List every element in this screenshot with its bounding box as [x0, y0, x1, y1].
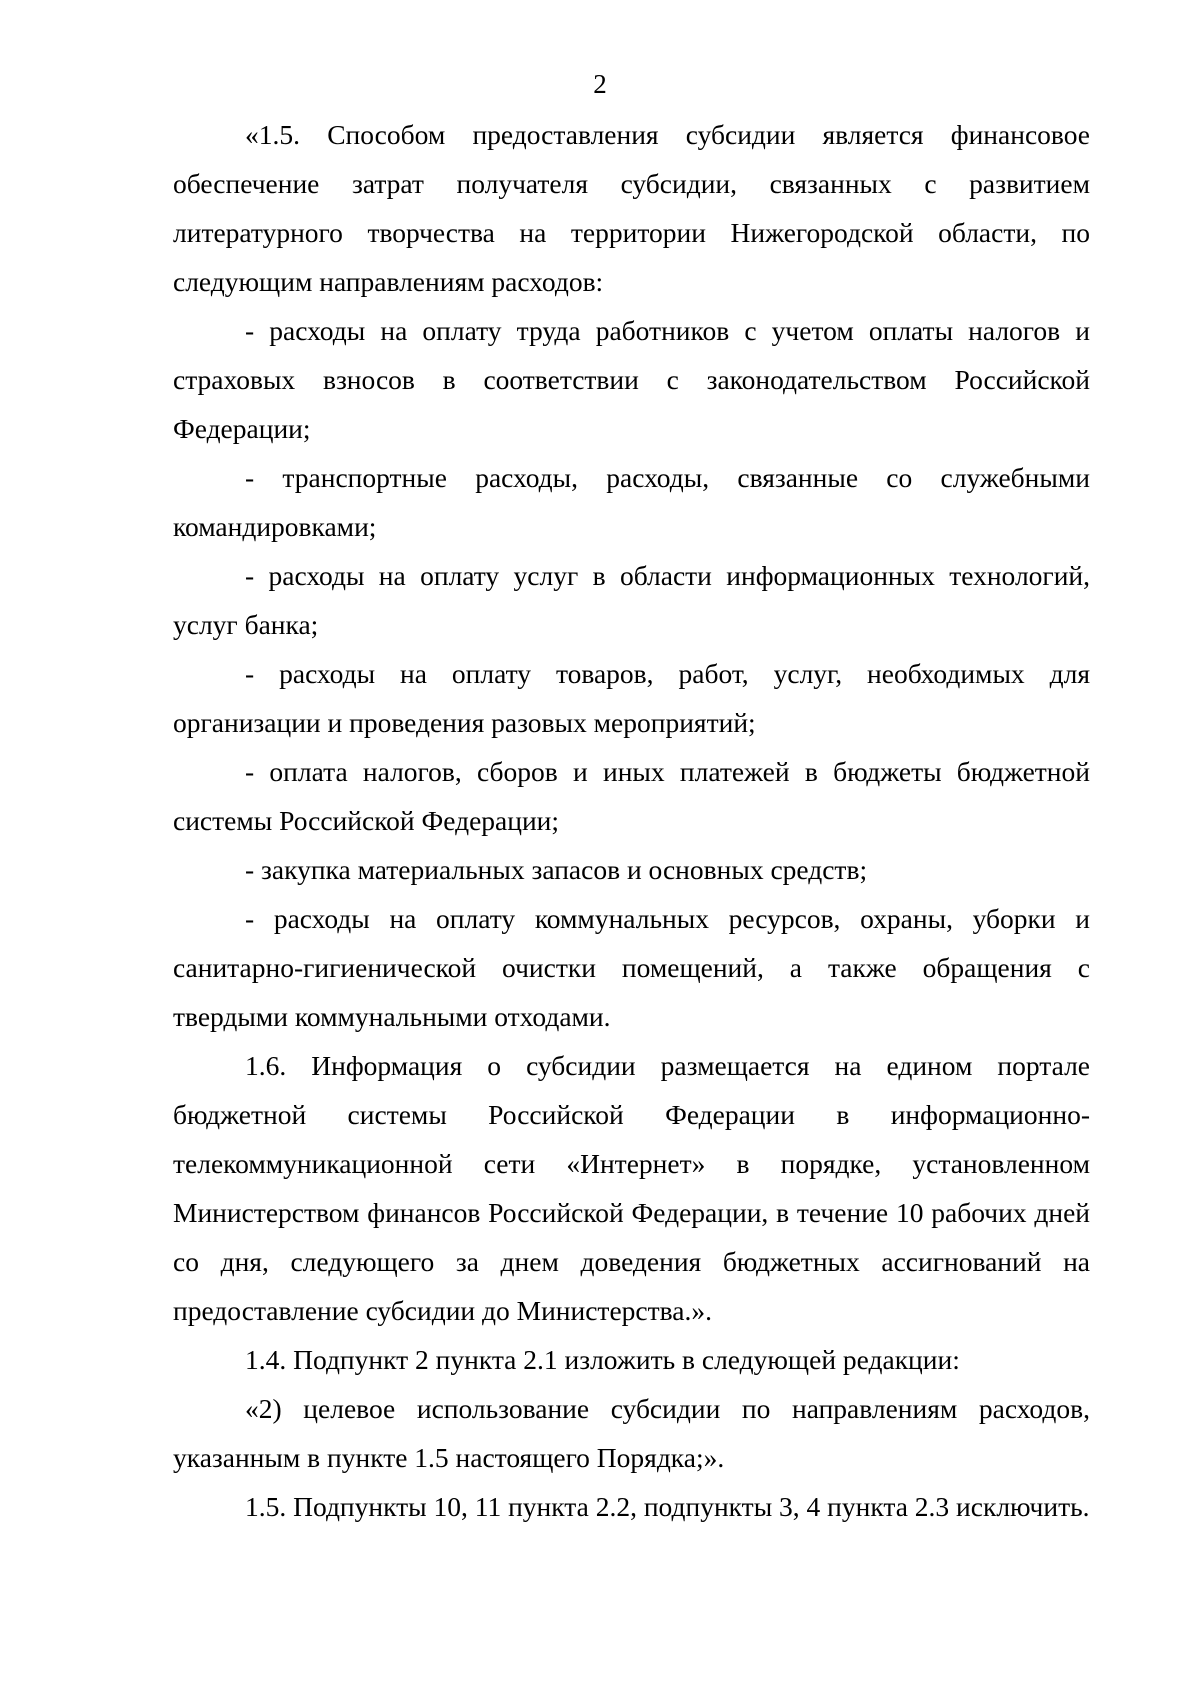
document-body: [173, 110, 1090, 1531]
paragraph-item-taxes: - оплата налогов, сборов и иных платежей в бюджеты бюджетной системы Российской Федерации;: [173, 756, 1090, 836]
paragraph-1-4-amendment: 1.4. Подпункт 2 пункта 2.1 изложить в следующей редакции:: [245, 1344, 960, 1375]
paragraph-subitem-2: «2) целевое использование субсидии по направлениям расходов, указанным в пункте 1.5 настоящего Порядка;».: [173, 1393, 1090, 1473]
page-number: 2: [593, 69, 607, 99]
paragraph-1-5-intro: «1.5. Способом предоставления субсидии является финансовое обеспечение затрат получателя субсидии, связанных с развитием литературного творчества на территории Нижегородской области, по следующим направлениям расходов:: [173, 119, 1090, 297]
paragraph-item-labor: - расходы на оплату труда работников с учетом оплаты налогов и страховых взносов в соответствии с законодательством Российской Федерации;: [173, 315, 1090, 444]
paragraph-item-events: - расходы на оплату товаров, работ, услуг, необходимых для организации и проведения разовых мероприятий;: [173, 658, 1090, 738]
paragraph-1-5-exclusion: 1.5. Подпункты 10, 11 пункта 2.2, подпункты 3, 4 пункта 2.3 исключить.: [245, 1491, 1090, 1522]
paragraph-item-transport: - транспортные расходы, расходы, связанные со служебными командировками;: [173, 462, 1090, 542]
paragraph-item-procurement: - закупка материальных запасов и основных средств;: [245, 854, 868, 885]
paragraph-1-6: 1.6. Информация о субсидии размещается на едином портале бюджетной системы Российской Федерации в информационно-телекоммуникационной сети «Интернет» в порядке, установленном Министерством финансов Российской Федерации, в течение 10 рабочих дней со дня, следующего за днем доведения бюджетных ассигнований на предоставление субсидии до Министерства.».: [173, 1050, 1090, 1326]
paragraph-item-utilities: - расходы на оплату коммунальных ресурсов, охраны, уборки и санитарно-гигиенической очистки помещений, а также обращения с твердыми коммунальными отходами.: [173, 903, 1090, 1032]
paragraph-item-it-services: - расходы на оплату услуг в области информационных технологий, услуг банка;: [173, 560, 1090, 640]
